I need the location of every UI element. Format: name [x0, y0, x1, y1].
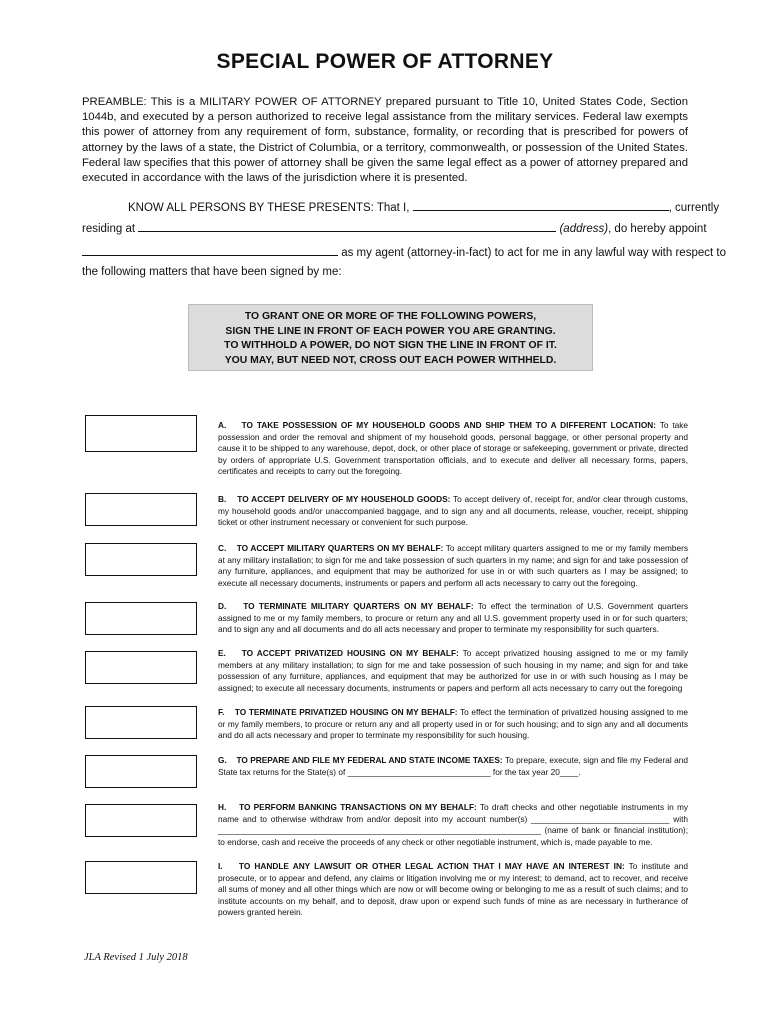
agent-name-field[interactable]	[82, 245, 338, 256]
power-item-d	[218, 601, 688, 636]
signature-box-i[interactable]	[85, 861, 197, 894]
signature-box-h[interactable]	[85, 804, 197, 837]
item-letter: A.	[218, 420, 227, 430]
signature-box-a[interactable]	[85, 415, 197, 452]
address-label: (address)	[559, 223, 609, 235]
item-letter: G.	[218, 755, 227, 765]
item-letter: F.	[218, 707, 225, 717]
power-item-a	[218, 420, 688, 478]
signature-box-d[interactable]	[85, 602, 197, 635]
residing-line	[82, 221, 707, 235]
power-item-b	[218, 494, 688, 529]
item-text: To effect the termination of U.S. Government quarters assigned to me or my family members, to procure or return any and all U.S. government property used in or for such quarters; and to sign any and all documents and do all acts necessary and proper to terminate my responsibility for such quarters.	[218, 601, 689, 634]
know-all-lead: KNOW ALL PERSONS BY THESE PRESENTS: That I,	[128, 202, 410, 214]
instruction-box	[188, 304, 593, 371]
power-item-g	[218, 755, 688, 778]
item-text: To effect the termination of privatized housing assigned to me or my family members, to procure or return any and all property used in or for such housing; and to sign any and all documents and do all acts necessary and proper to terminate my responsibility for such housing.	[218, 707, 688, 740]
instruction-line: SIGN THE LINE IN FRONT OF EACH POWER YOU ARE GRANTING.	[225, 325, 556, 337]
item-letter: B.	[218, 494, 227, 504]
item-text: To prepare, execute, sign and file my Federal and State tax returns for the State(s) of _______________________________ for the tax year 20____.	[218, 755, 688, 777]
item-text: To draft checks and other negotiable instruments in my name and to otherwise withdraw from and/or deposit into my account number(s) ______________________________ with ______________________________________________________________________ (name of bank or financial institution); to endorse, cash and receive the proceeds of any check or other negotiable instrument, which is, made payable to me.	[218, 802, 689, 847]
item-heading: TO ACCEPT MILITARY QUARTERS ON MY BEHALF:	[236, 543, 444, 553]
item-heading: TO TERMINATE MILITARY QUARTERS ON MY BEHALF:	[243, 601, 474, 611]
power-item-f	[218, 707, 688, 742]
item-heading: TO ACCEPT PRIVATIZED HOUSING ON MY BEHALF:	[241, 648, 459, 658]
item-heading: TO TAKE POSSESSION OF MY HOUSEHOLD GOODS AND SHIP THEM TO A DIFFERENT LOCATION:	[241, 420, 657, 430]
item-heading: TO TERMINATE PRIVATIZED HOUSING ON MY BEHALF:	[234, 707, 458, 717]
item-heading: TO PREPARE AND FILE MY FEDERAL AND STATE INCOME TAXES:	[236, 755, 503, 765]
item-letter: E.	[218, 648, 226, 658]
instruction-line: TO GRANT ONE OR MORE OF THE FOLLOWING POWERS,	[244, 311, 537, 322]
power-item-i	[218, 861, 688, 919]
document-title: SPECIAL POWER OF ATTORNEY	[216, 50, 554, 73]
address-field[interactable]	[138, 221, 556, 232]
item-letter: I.	[218, 861, 223, 871]
item-letter: H.	[218, 802, 227, 812]
instruction-line: TO WITHHOLD A POWER, DO NOT SIGN THE LINE IN FRONT OF IT.	[224, 340, 557, 351]
know-all-line	[128, 200, 719, 214]
signature-box-e[interactable]	[85, 651, 197, 684]
instruction-line: YOU MAY, BUT NEED NOT, CROSS OUT EACH POWER WITHHELD.	[224, 354, 557, 366]
signature-box-c[interactable]	[85, 543, 197, 576]
signature-box-b[interactable]	[85, 493, 197, 526]
item-heading: TO HANDLE ANY LAWSUIT OR OTHER LEGAL ACTION THAT I MAY HAVE AN INTEREST IN:	[238, 861, 625, 871]
item-text: To take possession and order the removal and shipment of my household goods, personal baggage, or other personal property and cause it to be shipped to any warehouse, depot, dock, or other place of storage or safekeeping, government or private, directed by orders of appropriate U.S. Government transportation officials, and to execute and deliver all necessary forms, papers, certificates and receipts to carry out the foregoing.	[218, 420, 689, 476]
appoint-text: , do hereby appoint	[608, 223, 707, 235]
following-text: the following matters that have been signed by me:	[82, 266, 342, 278]
item-heading: TO PERFORM BANKING TRANSACTIONS ON MY BEHALF:	[239, 802, 477, 812]
power-item-e	[218, 648, 688, 694]
agent-text: as my agent (attorney-in-fact) to act for me in any lawful way with respect to	[341, 247, 726, 259]
item-letter: C.	[218, 543, 227, 553]
power-item-h	[218, 802, 688, 848]
revision-footer: JLA Revised 1 July 2018	[84, 952, 188, 963]
preamble-text: PREAMBLE: This is a MILITARY POWER OF ATTORNEY prepared pursuant to Title 10, United States Code, Section 1044b, and executed by a person authorized to receive legal assistance from the military services. Federal law exempts this power of attorney from any requirement of form, substance, formality, or recording that is prescribed for powers of attorney by the laws of a state, the District of Columbia, or a territory, commonwealth, or possession of the United States. Federal law specifies that this power of attorney shall be given the same legal effect as a power of attorney prepared and executed in accordance with the laws of the jurisdiction where it is presented.	[82, 96, 688, 185]
residing-label: residing at	[82, 223, 136, 235]
grantor-name-field[interactable]	[413, 200, 669, 211]
signature-box-g[interactable]	[85, 755, 197, 788]
signature-box-f[interactable]	[85, 706, 197, 739]
item-text: To accept privatized housing assigned to me or my family members at any military installation; to sign for me and take possession of such housing in my name; and sign for and take possession of any furniture, appliances, and equipment that may be authorized for use in or with such housing as I may be assigned; to execute all necessary documents, instruments or papers and perform all acts necessary to carry out the foregoing	[218, 648, 689, 693]
item-text: To accept delivery of, receipt for, and/or clear through customs, my household goods and/or unaccompanied baggage, and to sign any and all documents, release, voucher, receipt, shipping ticket or other instrument necessary or convenient for such purpose.	[218, 494, 688, 527]
power-item-c	[218, 543, 688, 589]
item-text: To institute and prosecute, or to appear and defend, any claims or litigation involving me or my interest; to demand, act to recover, and receive all sums of money and all other things which are now or will become owing or belonging to me as a result of such claims; and to institute accounts on my behalf, and to deposit, draw upon or expend such funds of mine as are necessary in furtherance of powers granted herein.	[218, 861, 688, 917]
item-heading: TO ACCEPT DELIVERY OF MY HOUSEHOLD GOODS:	[237, 494, 451, 504]
agent-line	[82, 245, 726, 259]
currently-text: , currently	[668, 202, 720, 214]
item-letter: D.	[218, 601, 227, 611]
item-text: To accept military quarters assigned to me or my family members at any military installation; to sign for me and take possession of such quarters in my name; and sign for and take possession of any furniture, appliances, and equipment that may be authorized for use in or with such quarters as I may be assigned; to execute all necessary documents, instruments or papers and perform all acts necessary to carry out the foregoing.	[218, 543, 688, 588]
